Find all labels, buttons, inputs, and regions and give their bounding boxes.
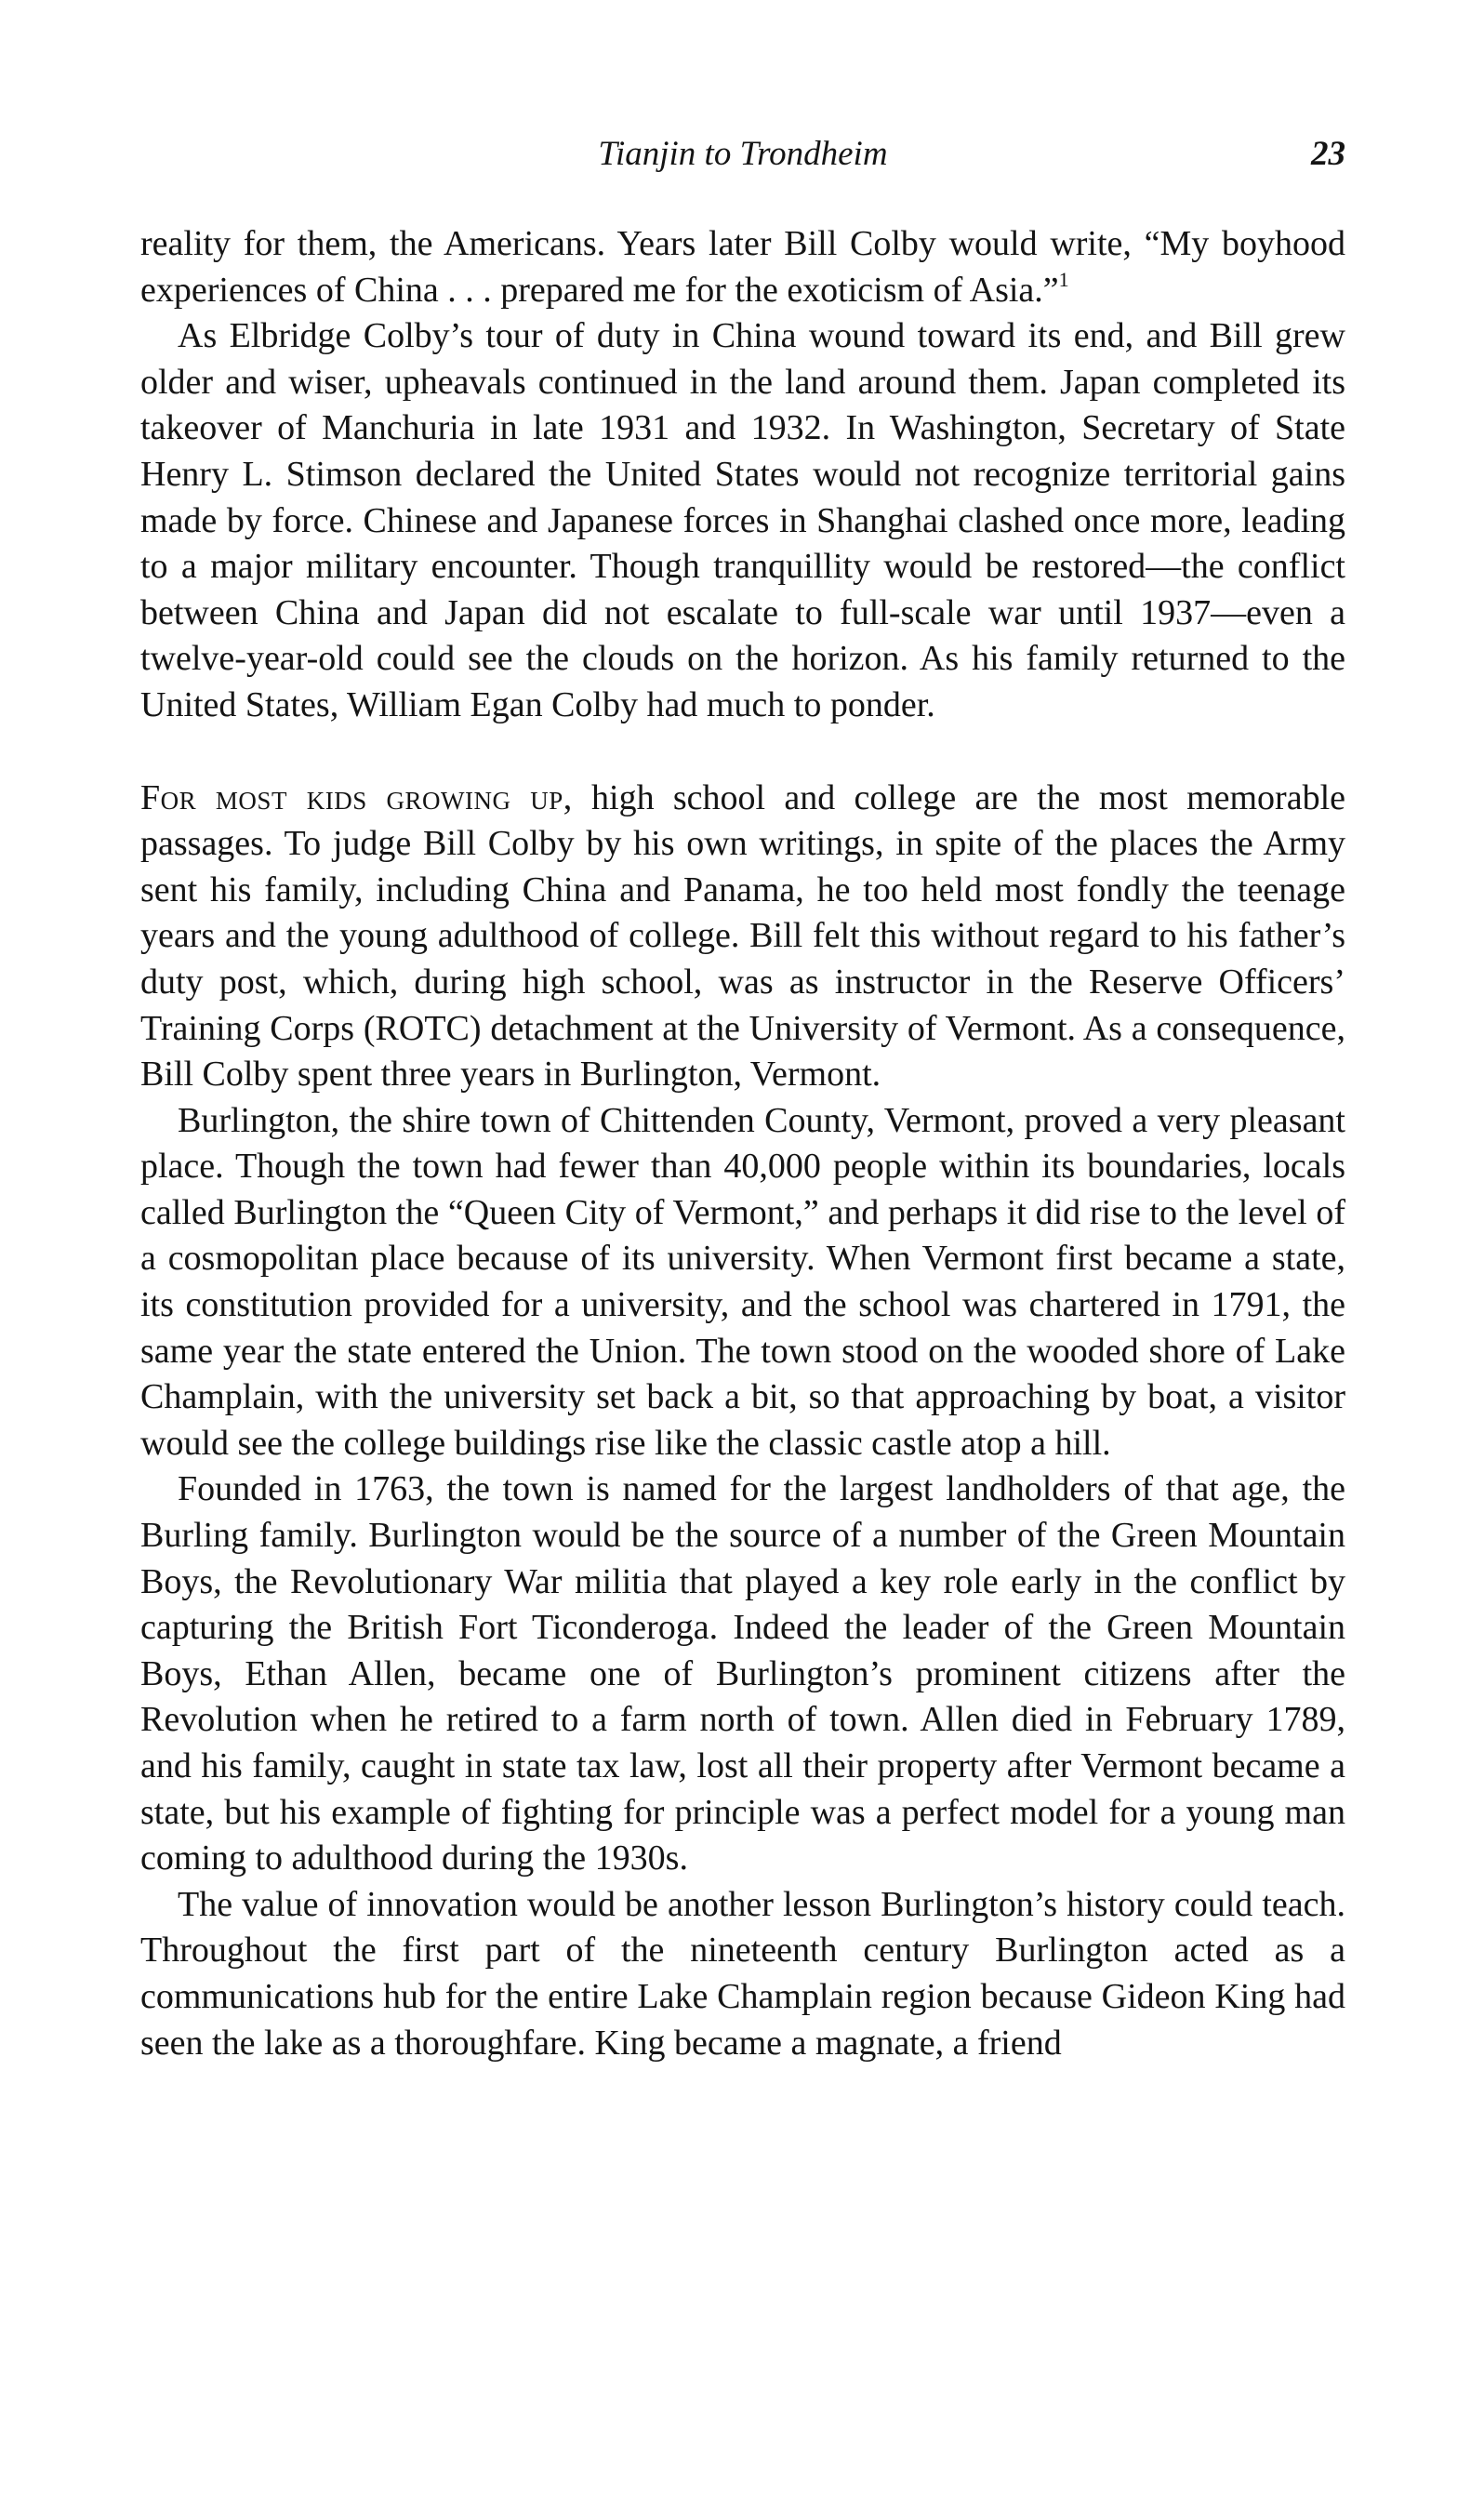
- paragraph: [140, 1098, 1345, 1467]
- paragraph-continued: [140, 221, 1345, 313]
- section-break: [140, 729, 1345, 776]
- running-title: Tianjin to Trondheim: [598, 135, 888, 173]
- paragraph-text: As Elbridge Colby’s tour of duty in China wound toward its end, and Bill grew older and wiser, upheavals continued in the land around them. Japan completed its takeover of Manchuria in late 1931 and 1932. In Washington, Secretary of State Henry L. Stimson declared the United States would not recognize territorial gains made by force. Chinese and Japanese forces in Shanghai clashed once more, leading to a major military encounter. Though tranquillity would be restored—the conflict between China and Japan did not escalate to full-scale war until 1937—even a twelve-year-old could see the clouds on the horizon. As his family returned to the United States, William Egan Colby had much to ponder.: [140, 316, 1345, 724]
- running-head: [140, 130, 1345, 179]
- book-page: [140, 130, 1345, 2066]
- section-opening-paragraph: [140, 776, 1345, 1098]
- paragraph-text: high school and college are the most memorable passages. To judge Bill Colby by his own writings, in spite of the places the Army sent his family, including China and Panama, he too held most fondly the teenage years and the young adulthood of college. Bill felt this without regard to his father’s duty post, which, during high school, was as instructor in the Reserve Officers’ Training Corps (ROTC) detachment at the University of Vermont. As a consequence, Bill Colby spent three years in Burlington, Vermont.: [140, 777, 1345, 1095]
- footnote-marker: 1: [1058, 267, 1069, 291]
- paragraph: [140, 313, 1345, 728]
- paragraph-text: reality for them, the Americans. Years later Bill Colby would write, “My boyhood experiences of China . . . prepared me for the exoticism of Asia.”: [140, 224, 1345, 310]
- paragraph-text: Burlington, the shire town of Chittenden County, Vermont, proved a very pleasant place. Though the town had fewer than 40,000 people within its boundaries, locals called Burlington the “Queen City of Vermont,” and perhaps it did rise to the level of a cosmopolitan place because of its university. When Vermont first became a state, its constitution provided for a university, and the school was chartered in 1791, the same year the state entered the Union. The town stood on the wooded shore of Lake Champlain, with the university set back a bit, so that approaching by boat, a visitor would see the college buildings rise like the classic castle atop a hill.: [140, 1100, 1345, 1463]
- page-number: 23: [1311, 135, 1345, 173]
- paragraph-text: The value of innovation would be another lesson Burlington’s history could teach. Throughout the first part of the nineteenth century Burlington acted as a communications hub for the entire Lake Champlain region because Gideon King had seen the lake as a thoroughfare. King became a magnate, a friend: [140, 1884, 1345, 2063]
- paragraph: [140, 1882, 1345, 2066]
- section-lead-in: For most kids growing up,: [140, 777, 573, 817]
- paragraph: [140, 1466, 1345, 1881]
- paragraph-text: Founded in 1763, the town is named for the largest landholders of that age, the Burling family. Burlington would be the source of a number of the Green Mountain Boys, the Revolutionary War militia that played a key role early in the conflict by capturing the British Fort Ticonderoga. Indeed the leader of the Green Mountain Boys, Ethan Allen, became one of Burlington’s prominent citizens after the Revolution when he retired to a farm north of town. Allen died in February 1789, and his family, caught in state tax law, lost all their property after Vermont became a state, but his example of fighting for principle was a perfect model for a young man coming to adulthood during the 1930s.: [140, 1469, 1345, 1878]
